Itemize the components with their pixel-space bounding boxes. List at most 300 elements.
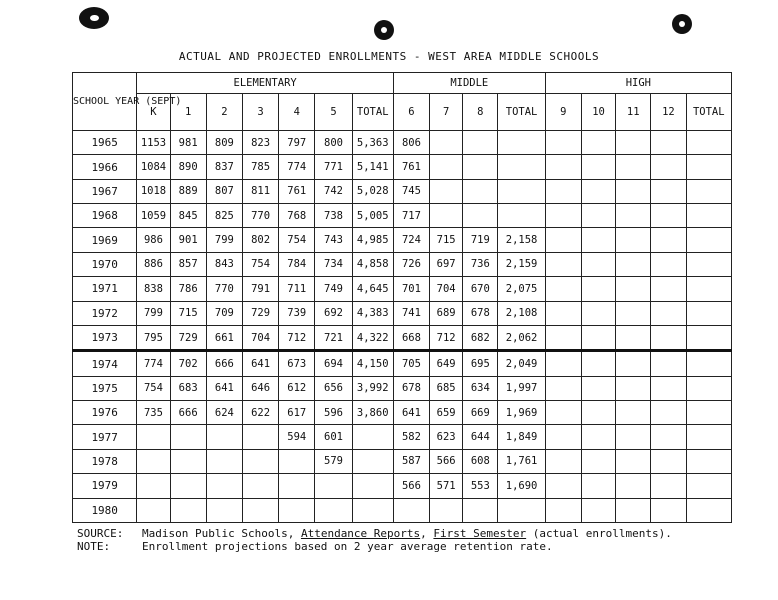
table-cell xyxy=(393,498,429,522)
table-cell xyxy=(686,376,731,400)
column-header: TOTAL xyxy=(498,94,545,131)
table-cell: 705 xyxy=(393,351,429,376)
table-cell xyxy=(315,474,352,498)
table-cell: 622 xyxy=(242,401,278,425)
table-cell: 726 xyxy=(393,252,429,276)
table-cell xyxy=(581,325,615,350)
table-cell xyxy=(206,474,242,498)
table-cell: 761 xyxy=(279,179,315,203)
table-cell xyxy=(206,498,242,522)
table-cell xyxy=(137,498,170,522)
year-cell: 1979 xyxy=(73,474,137,498)
table-cell xyxy=(545,498,581,522)
table-cell: 2,108 xyxy=(498,301,545,325)
year-cell: 1966 xyxy=(73,155,137,179)
table-cell xyxy=(498,131,545,155)
column-header: K xyxy=(137,94,170,131)
table-cell: 729 xyxy=(242,301,278,325)
table-cell xyxy=(545,449,581,473)
table-cell xyxy=(352,474,393,498)
table-cell: 823 xyxy=(242,131,278,155)
table-row xyxy=(73,425,732,449)
note-text: Enrollment projections based on 2 year average retention rate. xyxy=(142,540,553,553)
year-cell: 1967 xyxy=(73,179,137,203)
table-cell xyxy=(279,498,315,522)
table-cell xyxy=(430,179,463,203)
table-row xyxy=(73,498,732,522)
table-cell xyxy=(651,325,686,350)
table-cell xyxy=(616,277,651,301)
column-header: 5 xyxy=(315,94,352,131)
year-cell: 1978 xyxy=(73,449,137,473)
table-cell: 741 xyxy=(393,301,429,325)
table-cell xyxy=(616,401,651,425)
table-cell xyxy=(581,401,615,425)
table-cell xyxy=(686,325,731,350)
table-cell: 5,141 xyxy=(352,155,393,179)
table-cell xyxy=(137,474,170,498)
table-cell xyxy=(581,376,615,400)
table-cell: 802 xyxy=(242,228,278,252)
table-cell: 901 xyxy=(170,228,206,252)
table-cell: 2,049 xyxy=(498,351,545,376)
table-cell: 612 xyxy=(279,376,315,400)
table-cell xyxy=(686,228,731,252)
table-cell: 785 xyxy=(242,155,278,179)
table-row xyxy=(73,179,732,203)
table-row xyxy=(73,228,732,252)
year-cell: 1975 xyxy=(73,376,137,400)
table-cell xyxy=(545,474,581,498)
column-header: 11 xyxy=(616,94,651,131)
table-cell xyxy=(616,252,651,276)
note-line xyxy=(77,540,672,553)
table-cell xyxy=(581,155,615,179)
table-cell xyxy=(686,449,731,473)
enrollment-table xyxy=(72,72,732,523)
table-cell xyxy=(430,131,463,155)
year-cell: 1970 xyxy=(73,252,137,276)
table-cell: 641 xyxy=(242,351,278,376)
table-cell: 661 xyxy=(206,325,242,350)
table-cell xyxy=(581,351,615,376)
table-cell: 890 xyxy=(170,155,206,179)
table-row xyxy=(73,131,732,155)
table-cell: 689 xyxy=(430,301,463,325)
table-cell xyxy=(352,498,393,522)
table-cell xyxy=(242,474,278,498)
table-cell xyxy=(498,204,545,228)
column-header: 6 xyxy=(393,94,429,131)
table-cell: 4,858 xyxy=(352,252,393,276)
table-cell: 659 xyxy=(430,401,463,425)
table-cell xyxy=(463,131,498,155)
table-cell xyxy=(616,179,651,203)
table-cell xyxy=(545,204,581,228)
table-cell xyxy=(279,449,315,473)
document-title: ACTUAL AND PROJECTED ENROLLMENTS - WEST AREA MIDDLE SCHOOLS xyxy=(178,50,600,63)
table-cell: 2,062 xyxy=(498,325,545,350)
table-cell xyxy=(206,425,242,449)
table-cell: 886 xyxy=(137,252,170,276)
punch-hole-right xyxy=(672,14,692,34)
table-cell: 641 xyxy=(206,376,242,400)
table-cell: 845 xyxy=(170,204,206,228)
header-school-year: SCHOOL YEAR (SEPT) xyxy=(73,73,137,131)
table-cell xyxy=(581,425,615,449)
table-cell: 682 xyxy=(463,325,498,350)
table-cell: 678 xyxy=(463,301,498,325)
table-cell xyxy=(686,277,731,301)
table-cell: 4,383 xyxy=(352,301,393,325)
table-cell: 715 xyxy=(170,301,206,325)
table-cell xyxy=(616,228,651,252)
year-cell: 1969 xyxy=(73,228,137,252)
table-cell xyxy=(170,498,206,522)
year-cell: 1980 xyxy=(73,498,137,522)
table-cell: 5,005 xyxy=(352,204,393,228)
table-cell: 809 xyxy=(206,131,242,155)
source-attendance-reports: Attendance Reports xyxy=(300,527,421,540)
table-cell: 594 xyxy=(279,425,315,449)
table-cell: 784 xyxy=(279,252,315,276)
table-cell: 623 xyxy=(430,425,463,449)
table-cell: 669 xyxy=(463,401,498,425)
table-row xyxy=(73,204,732,228)
table-cell: 768 xyxy=(279,204,315,228)
table-cell xyxy=(581,449,615,473)
table-cell: 771 xyxy=(315,155,352,179)
table-cell xyxy=(581,252,615,276)
column-header: 10 xyxy=(581,94,615,131)
table-cell: 634 xyxy=(463,376,498,400)
table-cell xyxy=(651,155,686,179)
table-cell: 807 xyxy=(206,179,242,203)
table-cell: 704 xyxy=(430,277,463,301)
table-cell: 738 xyxy=(315,204,352,228)
table-cell: 2,075 xyxy=(498,277,545,301)
table-cell xyxy=(651,131,686,155)
table-cell: 646 xyxy=(242,376,278,400)
table-cell: 838 xyxy=(137,277,170,301)
table-cell xyxy=(545,228,581,252)
table-cell: 587 xyxy=(393,449,429,473)
table-cell: 742 xyxy=(315,179,352,203)
column-header: 3 xyxy=(242,94,278,131)
table-cell xyxy=(545,301,581,325)
table-cell xyxy=(616,425,651,449)
table-cell xyxy=(545,277,581,301)
column-header: 2 xyxy=(206,94,242,131)
table-cell: 754 xyxy=(279,228,315,252)
table-row xyxy=(73,277,732,301)
note-label: NOTE: xyxy=(77,540,111,553)
table-row xyxy=(73,301,732,325)
table-cell xyxy=(686,204,731,228)
table-cell: 825 xyxy=(206,204,242,228)
table-cell xyxy=(581,228,615,252)
table-cell: 729 xyxy=(170,325,206,350)
table-cell xyxy=(498,179,545,203)
table-cell xyxy=(430,498,463,522)
table-cell xyxy=(352,425,393,449)
notes xyxy=(77,527,672,553)
table-cell: 774 xyxy=(279,155,315,179)
table-cell: 715 xyxy=(430,228,463,252)
table-cell xyxy=(581,301,615,325)
table-row xyxy=(73,252,732,276)
table-row xyxy=(73,325,732,350)
table-cell xyxy=(463,179,498,203)
column-header: 9 xyxy=(545,94,581,131)
table-cell xyxy=(463,204,498,228)
table-cell: 3,992 xyxy=(352,376,393,400)
table-cell: 754 xyxy=(137,376,170,400)
table-cell: 770 xyxy=(242,204,278,228)
table-cell: 666 xyxy=(170,401,206,425)
table-cell xyxy=(581,277,615,301)
table-cell xyxy=(545,425,581,449)
table-cell: 601 xyxy=(315,425,352,449)
table-cell: 739 xyxy=(279,301,315,325)
source-line xyxy=(77,527,672,540)
table-cell: 666 xyxy=(206,351,242,376)
column-header: TOTAL xyxy=(352,94,393,131)
table-cell: 4,150 xyxy=(352,351,393,376)
table-cell xyxy=(170,425,206,449)
table-row xyxy=(73,449,732,473)
table-cell: 678 xyxy=(393,376,429,400)
table-cell: 1084 xyxy=(137,155,170,179)
table-cell xyxy=(686,155,731,179)
table-cell: 981 xyxy=(170,131,206,155)
table-cell: 4,322 xyxy=(352,325,393,350)
table-cell: 683 xyxy=(170,376,206,400)
table-cell: 649 xyxy=(430,351,463,376)
table-cell xyxy=(651,425,686,449)
table-cell xyxy=(581,179,615,203)
table-cell: 717 xyxy=(393,204,429,228)
table-cell: 1059 xyxy=(137,204,170,228)
table-cell xyxy=(651,474,686,498)
table-cell: 745 xyxy=(393,179,429,203)
table-cell: 806 xyxy=(393,131,429,155)
table-cell xyxy=(545,131,581,155)
table-cell xyxy=(686,474,731,498)
table-cell: 704 xyxy=(242,325,278,350)
table-cell xyxy=(545,376,581,400)
table-cell: 571 xyxy=(430,474,463,498)
table-cell: 608 xyxy=(463,449,498,473)
table-cell: 2,159 xyxy=(498,252,545,276)
table-cell xyxy=(616,301,651,325)
table-cell: 800 xyxy=(315,131,352,155)
table-cell xyxy=(686,179,731,203)
table-cell: 837 xyxy=(206,155,242,179)
table-cell xyxy=(242,425,278,449)
table-cell: 724 xyxy=(393,228,429,252)
table-cell xyxy=(352,449,393,473)
table-cell: 889 xyxy=(170,179,206,203)
table-cell: 692 xyxy=(315,301,352,325)
table-cell: 749 xyxy=(315,277,352,301)
table-cell xyxy=(463,498,498,522)
year-cell: 1973 xyxy=(73,325,137,350)
table-cell xyxy=(616,351,651,376)
table-cell xyxy=(137,425,170,449)
table-cell: 712 xyxy=(430,325,463,350)
table-cell xyxy=(545,252,581,276)
table-cell: 582 xyxy=(393,425,429,449)
table-cell xyxy=(206,449,242,473)
table-cell xyxy=(581,204,615,228)
table-cell: 1,690 xyxy=(498,474,545,498)
table-cell xyxy=(686,425,731,449)
table-cell: 553 xyxy=(463,474,498,498)
table-cell xyxy=(651,401,686,425)
table-cell: 719 xyxy=(463,228,498,252)
table-cell xyxy=(137,449,170,473)
table-cell: 1018 xyxy=(137,179,170,203)
column-header: TOTAL xyxy=(686,94,731,131)
table-cell: 644 xyxy=(463,425,498,449)
table-cell: 734 xyxy=(315,252,352,276)
year-cell: 1965 xyxy=(73,131,137,155)
table-cell xyxy=(651,351,686,376)
table-cell xyxy=(242,498,278,522)
source-post: (actual enrollments). xyxy=(526,527,672,540)
table-cell: 1,849 xyxy=(498,425,545,449)
table-cell: 2,158 xyxy=(498,228,545,252)
table-cell xyxy=(545,179,581,203)
year-cell: 1974 xyxy=(73,351,137,376)
table-cell xyxy=(581,498,615,522)
source-label: SOURCE: xyxy=(77,527,124,540)
table-cell: 811 xyxy=(242,179,278,203)
source-first-semester: First Semester xyxy=(433,527,527,540)
table-cell: 795 xyxy=(137,325,170,350)
table-cell: 701 xyxy=(393,277,429,301)
header-group-high: HIGH xyxy=(545,73,731,94)
table-cell xyxy=(545,351,581,376)
source-pre: Madison Public Schools, xyxy=(142,527,301,540)
table-cell xyxy=(651,277,686,301)
table-cell xyxy=(545,325,581,350)
column-header: 1 xyxy=(170,94,206,131)
table-cell: 797 xyxy=(279,131,315,155)
source-text xyxy=(142,527,672,540)
table-cell xyxy=(498,155,545,179)
table-cell xyxy=(279,474,315,498)
table-cell: 579 xyxy=(315,449,352,473)
table-row xyxy=(73,401,732,425)
table-cell xyxy=(170,474,206,498)
table-cell xyxy=(242,449,278,473)
table-cell xyxy=(616,204,651,228)
table-cell: 843 xyxy=(206,252,242,276)
table-cell: 711 xyxy=(279,277,315,301)
table-cell: 1,969 xyxy=(498,401,545,425)
table-cell xyxy=(686,252,731,276)
table-cell: 761 xyxy=(393,155,429,179)
table-cell xyxy=(686,351,731,376)
table-cell: 685 xyxy=(430,376,463,400)
table-cell xyxy=(616,498,651,522)
table-cell: 566 xyxy=(430,449,463,473)
table-cell: 673 xyxy=(279,351,315,376)
header-group-elementary: ELEMENTARY xyxy=(137,73,393,94)
punch-hole-center xyxy=(374,20,394,40)
table-row xyxy=(73,351,732,376)
table-cell: 709 xyxy=(206,301,242,325)
table-cell xyxy=(430,155,463,179)
table-row xyxy=(73,155,732,179)
table-cell xyxy=(651,179,686,203)
table-cell xyxy=(581,474,615,498)
year-cell: 1971 xyxy=(73,277,137,301)
table-cell xyxy=(616,449,651,473)
column-header: 4 xyxy=(279,94,315,131)
table-cell: 3,860 xyxy=(352,401,393,425)
table-cell xyxy=(545,155,581,179)
table-cell xyxy=(651,204,686,228)
table-cell: 670 xyxy=(463,277,498,301)
table-cell xyxy=(651,301,686,325)
table-cell: 694 xyxy=(315,351,352,376)
year-cell: 1968 xyxy=(73,204,137,228)
table-cell xyxy=(651,228,686,252)
year-cell: 1976 xyxy=(73,401,137,425)
table-row xyxy=(73,376,732,400)
column-header: 8 xyxy=(463,94,498,131)
table-cell: 668 xyxy=(393,325,429,350)
table-cell: 857 xyxy=(170,252,206,276)
punch-hole-left xyxy=(79,7,109,29)
source-mid: , xyxy=(420,527,434,540)
table-cell xyxy=(170,449,206,473)
table-cell xyxy=(616,376,651,400)
table-cell: 617 xyxy=(279,401,315,425)
table-cell xyxy=(651,376,686,400)
table-cell xyxy=(686,498,731,522)
table-cell: 735 xyxy=(137,401,170,425)
header-group-middle: MIDDLE xyxy=(393,73,545,94)
table-cell xyxy=(616,155,651,179)
table-cell: 702 xyxy=(170,351,206,376)
table-cell: 712 xyxy=(279,325,315,350)
table-cell xyxy=(686,131,731,155)
table-cell xyxy=(545,401,581,425)
column-header: 12 xyxy=(651,94,686,131)
table-cell: 4,985 xyxy=(352,228,393,252)
year-cell: 1972 xyxy=(73,301,137,325)
table-cell xyxy=(651,498,686,522)
table-cell xyxy=(616,131,651,155)
table-cell xyxy=(651,449,686,473)
table-cell xyxy=(616,474,651,498)
table-cell: 786 xyxy=(170,277,206,301)
year-cell: 1977 xyxy=(73,425,137,449)
table-cell: 656 xyxy=(315,376,352,400)
table-cell: 5,363 xyxy=(352,131,393,155)
table-cell xyxy=(686,301,731,325)
table-cell: 986 xyxy=(137,228,170,252)
table-cell: 695 xyxy=(463,351,498,376)
table-cell: 641 xyxy=(393,401,429,425)
table-cell: 770 xyxy=(206,277,242,301)
table-cell xyxy=(651,252,686,276)
table-cell: 596 xyxy=(315,401,352,425)
